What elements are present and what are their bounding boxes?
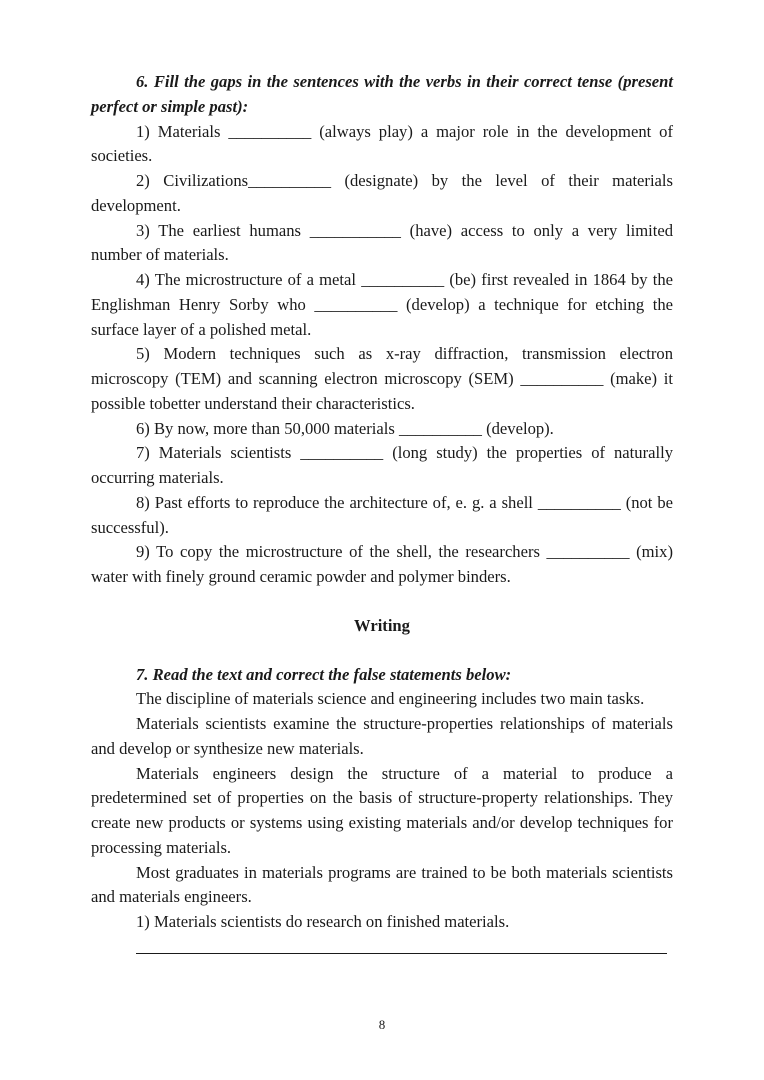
exercise-6-item-5: 5) Modern techniques such as x-ray diffraction, transmission electron microscopy (TEM) and scanning electron microscopy (SEM) __________ (make) it possible tobetter understand their characteristics. [91,344,673,413]
exercise-7-paragraph-2: Materials scientists examine the structure-properties relationships of materials and develop or synthesize new materials. [91,714,673,758]
exercise-6-item-2: 2) Civilizations__________ (designate) by the level of their materials development. [91,171,673,215]
answer-line [136,941,667,954]
exercise-6-item-9: 9) To copy the microstructure of the shell, the researchers __________ (mix) water with finely ground ceramic powder and polymer binders. [91,542,673,586]
section-title-writing: Writing [354,615,410,635]
exercise-6-item-1: 1) Materials __________ (always play) a major role in the development of societies. [91,121,673,166]
exercise-6-item-3: 3) The earliest humans ___________ (have) access to only a very limited number of materials. [91,220,673,265]
exercise-7-title: 7. Read the text and correct the false statements below: [136,664,512,684]
exercise-6-item-7: 7) Materials scientists __________ (long study) the properties of naturally occurring materials. [91,443,673,487]
exercise-6-item-4: 4) The microstructure of a metal __________ (be) first revealed in 1864 by the Englishman Henry Sorby who __________ (develop) a technique for etching the surface layer of a polished metal. [91,270,673,339]
document-page [91,70,673,954]
exercise-7-paragraph-1: The discipline of materials science and engineering includes two main tasks. [136,689,645,709]
exercise-7-statement-1: 1) Materials scientists do research on finished materials. [136,912,510,931]
exercise-6-item-6: 6) By now, more than 50,000 materials __________ (develop). [136,418,554,438]
exercise-7-paragraph-4: Most graduates in materials programs are trained to be both materials scientists and materials engineers. [91,862,673,907]
exercise-6-item-8: 8) Past efforts to reproduce the architecture of, e. g. a shell __________ (not be successful). [91,492,673,537]
exercise-7-paragraph-3: Materials engineers design the structure of a material to produce a predetermined set of properties on the basis of structure-property relationships. They create new products or systems using existing materials and/or develop techniques for processing materials. [91,763,673,857]
exercise-6-title: 6. Fill the gaps in the sentences with the verbs in their correct tense (present perfect or simple past): [91,72,673,116]
page-number: 8 [378,1017,386,1032]
